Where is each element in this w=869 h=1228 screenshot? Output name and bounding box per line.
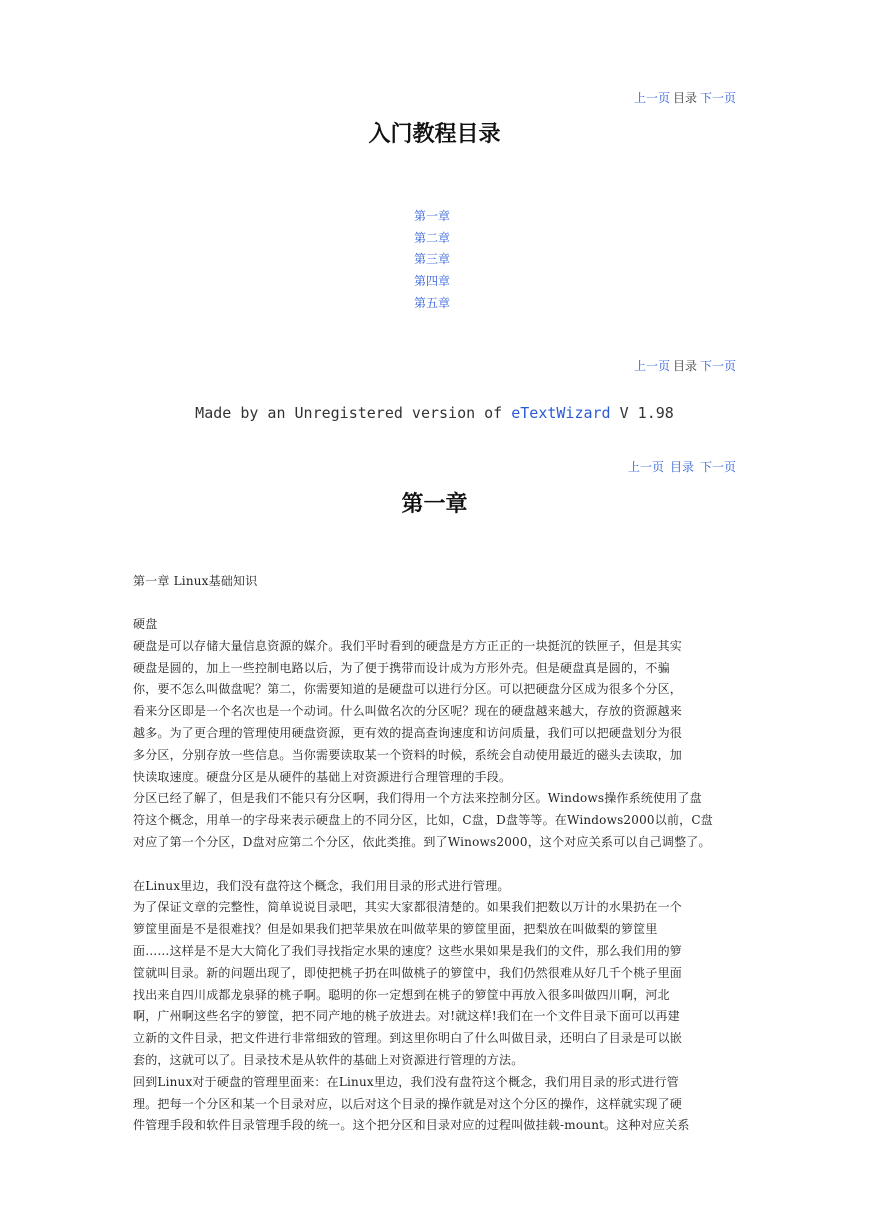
chapter-body: [133, 614, 733, 1137]
body-line: 快读取速度。硬盘分区是从硬件的基础上对资源进行合理管理的手段。: [133, 769, 512, 784]
generator-credit: [0, 404, 869, 422]
body-line: 套的，这就可以了。目录技术是从软件的基础上对资源进行管理的方法。: [133, 1052, 524, 1067]
prev-page-link[interactable]: 上一页: [633, 91, 670, 105]
next-page-link[interactable]: 下一页: [699, 460, 736, 474]
body-line: 件管理手段和软件目录管理手段的统一。这个把分区和目录对应的过程叫做挂载-mount。这种对应关系: [133, 1118, 690, 1133]
body-line: 筐就叫目录。新的问题出现了，即使把桃子扔在叫做桃子的箩筐中，我们仍然很难从好几千个桃子里面: [133, 965, 683, 980]
toc-item-chapter-1[interactable]: 第一章: [414, 209, 451, 223]
chapter-title: 第一章: [401, 491, 468, 517]
toc-item-chapter-3[interactable]: 第三章: [414, 252, 451, 267]
etextwizard-link[interactable]: eTextWizard: [511, 404, 611, 422]
body-line: 在Linux里边，我们没有盘符这个概念，我们用目录的形式进行管理。: [133, 878, 510, 893]
middle-nav: [634, 357, 736, 374]
prev-page-link[interactable]: 上一页: [627, 460, 664, 474]
credit-prefix: Made by an Unregistered version of: [195, 404, 503, 422]
body-line: 分区已经了解了，但是我们不能只有分区啊，我们得用一个方法来控制分区。Windows操作系统使用了盘: [133, 791, 702, 806]
body-line: 你，要不怎么叫做盘呢？第二，你需要知道的是硬盘可以进行分区。可以把硬盘分区成为很多个分区，: [133, 682, 683, 697]
body-line: 面……这样是不是大大简化了我们寻找指定水果的速度？这些水果如果是我们的文件，那么我们用的箩: [133, 943, 683, 958]
section-heading: 硬盘: [133, 617, 158, 631]
toc-link[interactable]: 目录: [672, 91, 697, 105]
body-line: 回到Linux对于硬盘的管理里面来：在Linux里边，我们没有盘符这个概念，我们用目录的形式进行管: [133, 1074, 679, 1089]
toc-item-chapter-5[interactable]: 第五章: [414, 295, 451, 310]
toc-link[interactable]: 目录: [672, 359, 697, 373]
body-line: 符这个概念，用单一的字母来表示硬盘上的不同分区，比如，C盘，D盘等等。在Windows2000以前，C盘: [133, 813, 713, 828]
toc-link[interactable]: 目录: [669, 460, 694, 474]
chapter-nav: [628, 458, 736, 475]
body-line: 理。把每一个分区和某一个目录对应，以后对这个目录的操作就是对这个分区的操作，这样就实现了硬: [133, 1096, 683, 1111]
next-page-link[interactable]: 下一页: [699, 91, 736, 105]
toc-title: 入门教程目录: [368, 121, 501, 147]
toc-item-chapter-4[interactable]: 第四章: [414, 274, 451, 289]
chapter-subtitle: 第一章 Linux基础知识: [133, 574, 258, 588]
next-page-link[interactable]: 下一页: [699, 359, 736, 373]
toc-list: [414, 206, 450, 315]
body-line: 越多。为了更合理的管理使用硬盘资源，更有效的提高查询速度和访问质量，我们可以把硬盘划分为很: [133, 725, 683, 740]
body-line: 啊，广州啊这些名字的箩筐，把不同产地的桃子放进去。对!就这样!我们在一个文件目录下面可以再建: [133, 1009, 680, 1024]
body-line: 硬盘是可以存储大量信息资源的媒介。我们平时看到的硬盘是方方正正的一块挺沉的铁匣子，但是其实: [133, 638, 683, 653]
body-line: 为了保证文章的完整性，简单说说目录吧，其实大家都很清楚的。如果我们把数以万计的水果扔在一个: [133, 900, 683, 915]
body-line: 多分区，分别存放一些信息。当你需要读取某一个资料的时候，系统会自动使用最近的磁头去读取，加: [133, 747, 683, 762]
top-nav: [634, 89, 736, 106]
credit-version: V 1.98: [619, 404, 674, 422]
body-line: 箩筐里面是不是很难找？但是如果我们把苹果放在叫做苹果的箩筐里面，把梨放在叫做梨的箩筐里: [133, 922, 658, 937]
paragraph-gap: [133, 854, 733, 876]
prev-page-link[interactable]: 上一页: [633, 359, 670, 373]
body-line: 立新的文件目录，把文件进行非常细致的管理。到这里你明白了什么叫做目录，还明白了目录是可以嵌: [133, 1031, 683, 1046]
toc-item-chapter-2[interactable]: 第二章: [414, 230, 451, 245]
body-line: 看来分区即是一个名次也是一个动词。什么叫做名次的分区呢？现在的硬盘越来越大，存放的资源越来: [133, 704, 683, 719]
body-line: 硬盘是圆的，加上一些控制电路以后，为了便于携带而设计成为方形外壳。但是硬盘真是圆的，不骗: [133, 660, 670, 675]
body-line: 对应了第一个分区，D盘对应第二个分区，依此类推。到了Winows2000，这个对应关系可以自己调整了。: [133, 834, 711, 849]
body-line: 找出来自四川成都龙泉驿的桃子啊。聪明的你一定想到在桃子的箩筐中再放入很多叫做四川啊，河北: [133, 987, 670, 1002]
